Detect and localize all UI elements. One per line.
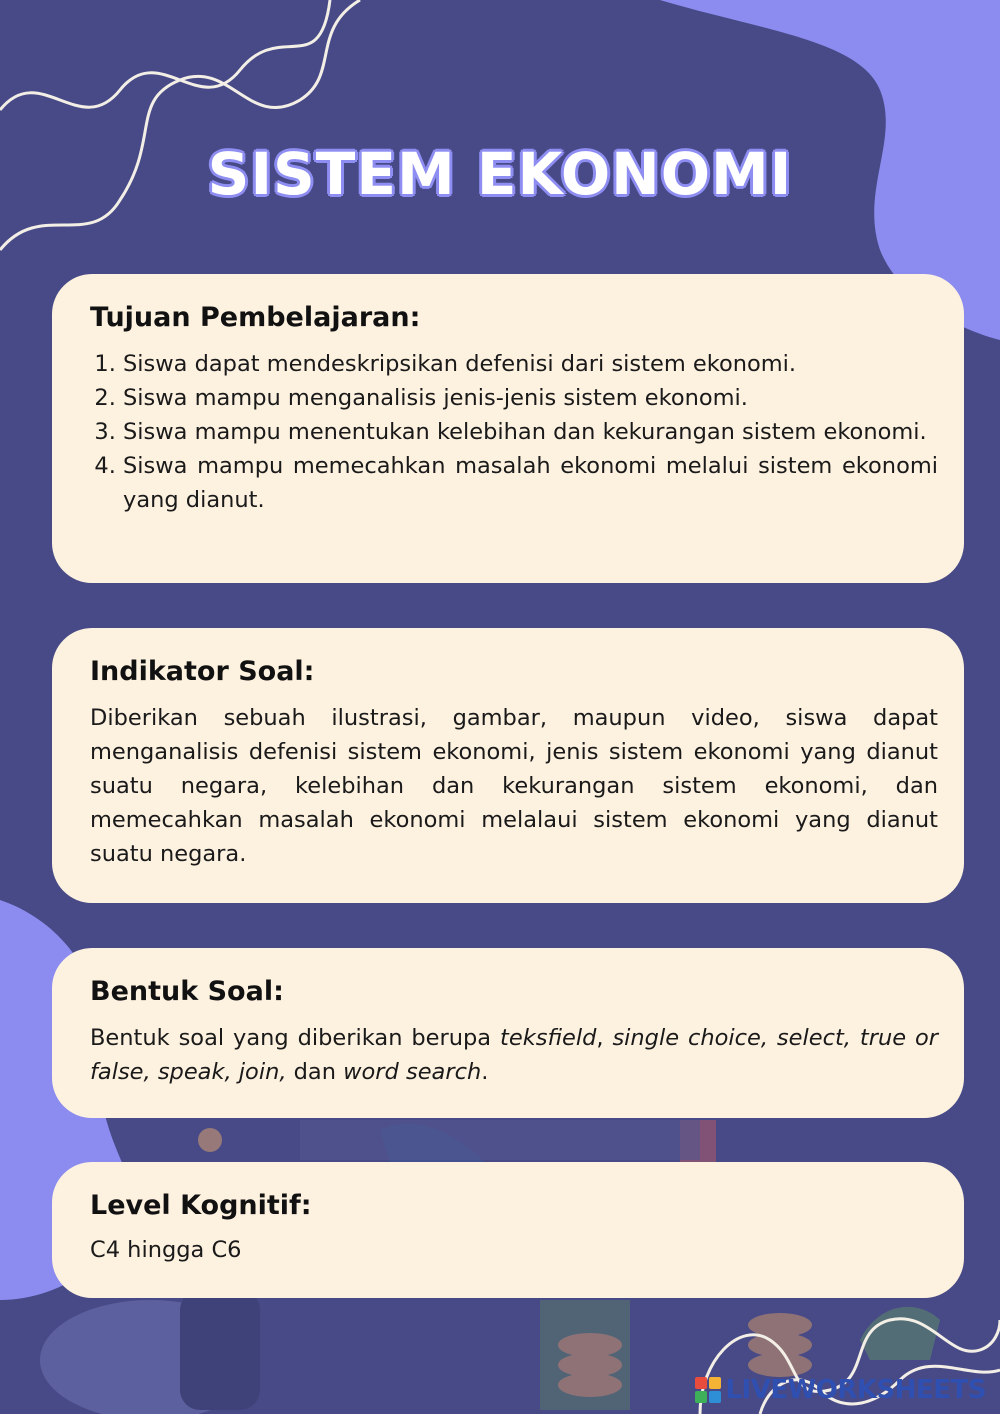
level-text: C4 hingga C6 [90, 1237, 242, 1263]
list-item: 4. Siswa mampu memecahkan masalah ekonomi melalui sistem ekonomi yang dianut. [123, 449, 938, 517]
liveworksheets-logo[interactable] [695, 1374, 986, 1406]
bentuk-text-part: Bentuk soal yang diberikan berupa [90, 1025, 501, 1051]
bentuk-italic-part: teksfield [500, 1025, 597, 1051]
indikator-text: Diberikan sebuah ilustrasi, gambar, maupun video, siswa dapat menganalisis defenisi sistem ekonomi, jenis sistem ekonomi yang dianut suatu negara, kelebihan dan kekurangan sistem ekonomi, dan memecahkan masalah ekonomi melalaui sistem ekonomi yang dianut suatu negara. [90, 705, 938, 867]
bentuk-text-part: dan [286, 1059, 344, 1085]
tujuan-heading: Tujuan Pembelajaran: [90, 302, 421, 333]
list-item: 1. Siswa dapat mendeskripsikan defenisi dari sistem ekonomi. [123, 347, 938, 381]
bentuk-text-part: , [596, 1025, 613, 1051]
bentuk-text-part: . [481, 1059, 489, 1085]
liveworksheets-grid-icon [695, 1377, 721, 1403]
list-item: 3. Siswa mampu menentukan kelebihan dan kekurangan sistem ekonomi. [123, 415, 938, 449]
indikator-heading: Indikator Soal: [90, 656, 315, 687]
bentuk-italic-part: word search [343, 1059, 482, 1085]
bentuk-italic-part: single choice, select, true or false, speak, join, [90, 1025, 938, 1085]
page-title: SISTEM EKONOMI [207, 140, 793, 208]
liveworksheets-brand: LIVEWORKSHEETS [725, 1375, 986, 1405]
bentuk-heading: Bentuk Soal: [90, 976, 284, 1007]
indikator-card [52, 628, 964, 903]
bentuk-card [52, 948, 964, 1118]
bentuk-text [90, 1021, 938, 1089]
tujuan-card [52, 274, 964, 583]
tujuan-list [90, 347, 938, 517]
list-item: 2. Siswa mampu menganalisis jenis-jenis sistem ekonomi. [123, 381, 938, 415]
level-card [52, 1162, 964, 1298]
level-heading: Level Kognitif: [90, 1190, 312, 1221]
